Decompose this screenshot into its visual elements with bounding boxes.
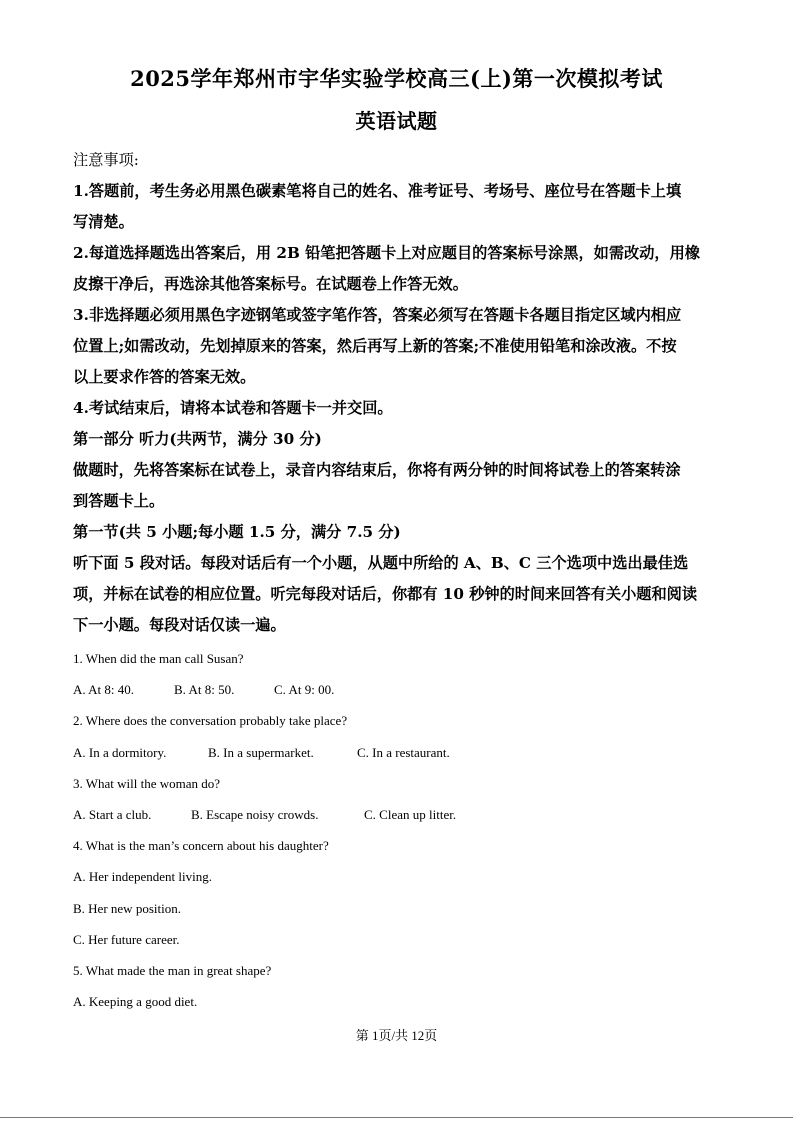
option-c: C. At 9: 00. (274, 682, 335, 697)
exam-subject: 英语试题 (355, 109, 438, 133)
question-stem: 2. Where does the conversation probably take place? (73, 713, 348, 728)
bottom-divider (0, 1117, 793, 1118)
section-intro-line: 项，并标在试卷的相应位置。听完每段对话后，你都有 10 秒钟的时间来回答有关小题和阅读 (73, 585, 698, 603)
option-b: B. At 8: 50. (174, 682, 235, 697)
note-line: 位置上;如需改动，先划掉原来的答案，然后再写上新的答案;不准使用铅笔和涂改液。不按 (73, 337, 677, 355)
option-a: A. At 8: 40. (73, 682, 135, 697)
section-intro-line: 下一小题。每段对话仅读一遍。 (73, 616, 286, 634)
section-intro-line: 听下面 5 段对话。每段对话后有一个小题，从题中所给的 A、B、C 三个选项中选出最佳选 (73, 554, 689, 572)
note-line: 2.每道选择题选出答案后，用 2B 铅笔把答题卡上对应题目的答案标号涂黑，如需改动，用橡 (73, 244, 700, 262)
question-stem: 3. What will the woman do? (73, 776, 221, 791)
option-c: C. In a restaurant. (357, 745, 450, 760)
question-stem: 5. What made the man in great shape? (73, 963, 272, 978)
question-stem: 1. When did the man call Susan? (73, 651, 244, 666)
part-intro-line: 到答题卡上。 (73, 492, 165, 510)
question-options (73, 745, 450, 761)
exam-title: 2025学年郑州市宇华实验学校高三(上)第一次模拟考试 (130, 66, 663, 91)
part-heading: 第一部分 听力(共两节，满分 30 分) (73, 430, 322, 448)
option-c: C. Her future career. (73, 932, 180, 947)
option-a: A. Keeping a good diet. (73, 994, 198, 1009)
option-b: B. In a supermarket. (208, 745, 314, 760)
note-line: 写清楚。 (73, 213, 134, 231)
page-number: 第 1页/共 12页 (355, 1028, 438, 1043)
question-options (73, 807, 456, 823)
option-a: A. Start a club. (73, 807, 152, 822)
option-a: A. In a dormitory. (73, 745, 167, 760)
question-stem: 4. What is the man’s concern about his daughter? (73, 838, 329, 853)
note-line: 1.答题前，考生务必用黑色碳素笔将自己的姓名、准考证号、考场号、座位号在答题卡上填 (73, 182, 682, 200)
option-b: B. Escape noisy crowds. (191, 807, 319, 822)
notes-heading: 注意事项: (73, 151, 139, 169)
note-line: 皮擦干净后，再选涂其他答案标号。在试题卷上作答无效。 (73, 275, 468, 293)
option-c: C. Clean up litter. (364, 807, 457, 822)
note-line: 4.考试结束后，请将本试卷和答题卡一并交回。 (73, 399, 393, 417)
note-line: 3.非选择题必须用黑色字迹钢笔或签字笔作答，答案必须写在答题卡各题目指定区域内相应 (73, 306, 682, 324)
question-options (73, 682, 334, 698)
section-heading: 第一节(共 5 小题;每小题 1.5 分，满分 7.5 分) (73, 523, 401, 541)
note-line: 以上要求作答的答案无效。 (73, 368, 256, 386)
option-b: B. Her new position. (73, 901, 181, 916)
part-intro-line: 做题时，先将答案标在试卷上，录音内容结束后，你将有两分钟的时间将试卷上的答案转涂 (73, 461, 681, 479)
option-a: A. Her independent living. (73, 869, 212, 884)
